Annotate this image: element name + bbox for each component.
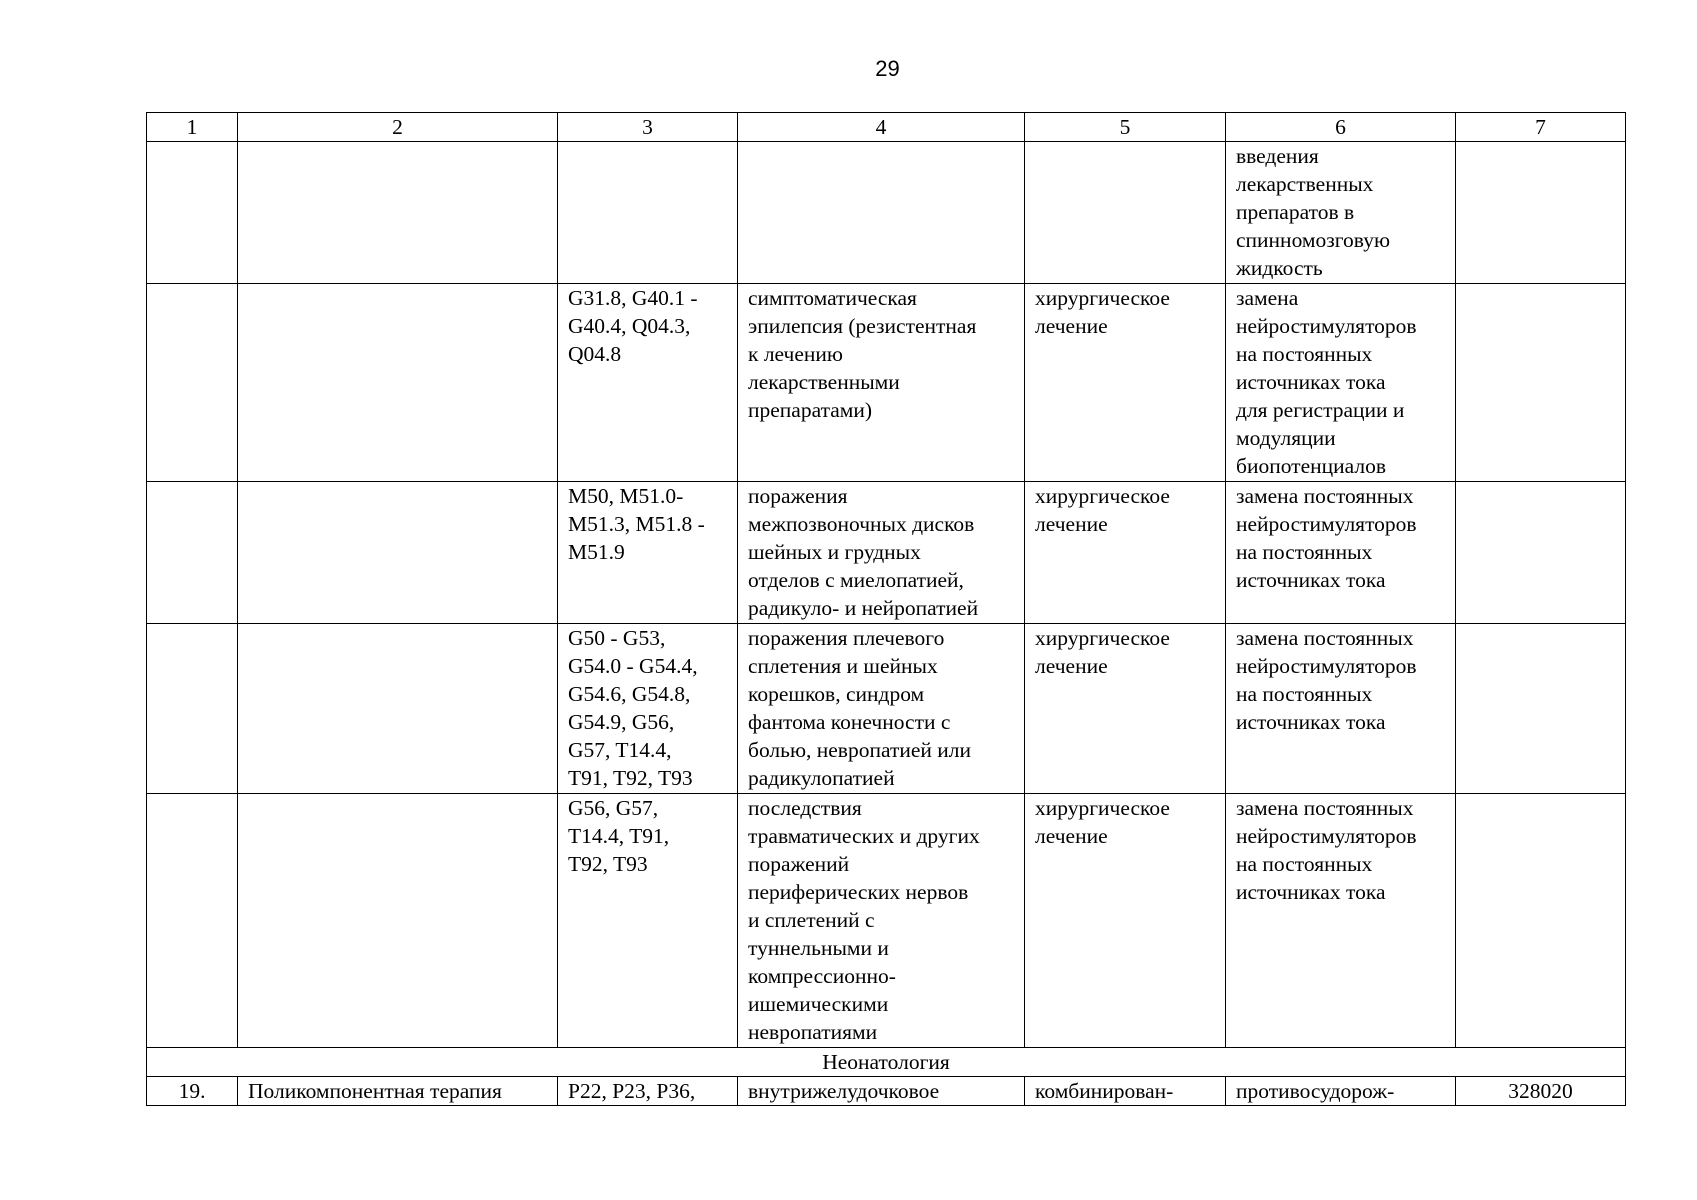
cell-number bbox=[147, 142, 238, 284]
cell-cost: 328020 bbox=[1456, 1077, 1626, 1106]
cell-number bbox=[147, 794, 238, 1048]
cell-treatment-type: хирургическое лечение bbox=[1025, 794, 1226, 1048]
cell-icd-codes: G56, G57, T14.4, T91, T92, T93 bbox=[558, 794, 738, 1048]
column-number-3: 3 bbox=[558, 113, 738, 142]
cell-icd-codes bbox=[558, 142, 738, 284]
cell-treatment-type: хирургическое лечение bbox=[1025, 624, 1226, 794]
table-row bbox=[147, 624, 1626, 794]
column-number-6: 6 bbox=[1226, 113, 1456, 142]
cell-number bbox=[147, 482, 238, 624]
column-number-7: 7 bbox=[1456, 113, 1626, 142]
cell-treatment-method: замена постоянных нейростимуляторов на постоянных источниках тока bbox=[1226, 624, 1456, 794]
cell-disease-model: поражения межпозвоночных дисков шейных и грудных отделов с миелопатией, радикуло- и нейропатией bbox=[738, 482, 1025, 624]
cell-care-type bbox=[238, 624, 558, 794]
column-number-1: 1 bbox=[147, 113, 238, 142]
cell-care-type bbox=[238, 284, 558, 482]
table-row bbox=[147, 482, 1626, 624]
cell-care-type bbox=[238, 142, 558, 284]
cell-disease-model: симптоматическая эпилепсия (резистентная к лечению лекарственными препаратами) bbox=[738, 284, 1025, 482]
cell-icd-codes: G31.8, G40.1 - G40.4, Q04.3, Q04.8 bbox=[558, 284, 738, 482]
cell-cost bbox=[1456, 794, 1626, 1048]
cell-disease-model: внутрижелудочковое bbox=[738, 1077, 1025, 1106]
cell-cost bbox=[1456, 624, 1626, 794]
cell-number bbox=[147, 284, 238, 482]
section-header-row bbox=[147, 1048, 1626, 1077]
cell-care-type: Поликомпонентная терапия bbox=[238, 1077, 558, 1106]
cell-cost bbox=[1456, 142, 1626, 284]
cell-number bbox=[147, 624, 238, 794]
cell-icd-codes: M50, M51.0- M51.3, M51.8 - M51.9 bbox=[558, 482, 738, 624]
cell-cost bbox=[1456, 482, 1626, 624]
cell-number: 19. bbox=[147, 1077, 238, 1106]
table-row bbox=[147, 1077, 1626, 1106]
page-number: 29 bbox=[875, 56, 900, 81]
section-title: Неонатология bbox=[147, 1048, 1626, 1077]
cell-treatment-type: хирургическое лечение bbox=[1025, 482, 1226, 624]
cell-treatment-method: замена нейростимуляторов на постоянных источниках тока для регистрации и модуляции биопотенциалов bbox=[1226, 284, 1456, 482]
cell-disease-model: поражения плечевого сплетения и шейных корешков, синдром фантома конечности с болью, невропатией или радикулопатией bbox=[738, 624, 1025, 794]
medical-care-table bbox=[146, 112, 1626, 1106]
cell-care-type bbox=[238, 794, 558, 1048]
cell-treatment-method: замена постоянных нейростимуляторов на постоянных источниках тока bbox=[1226, 482, 1456, 624]
table-row bbox=[147, 794, 1626, 1048]
cell-treatment-type bbox=[1025, 142, 1226, 284]
cell-care-type bbox=[238, 482, 558, 624]
table-row bbox=[147, 284, 1626, 482]
cell-treatment-method: противосудорож- bbox=[1226, 1077, 1456, 1106]
cell-treatment-method: замена постоянных нейростимуляторов на постоянных источниках тока bbox=[1226, 794, 1456, 1048]
cell-disease-model bbox=[738, 142, 1025, 284]
column-number-4: 4 bbox=[738, 113, 1025, 142]
cell-treatment-method: введения лекарственных препаратов в спинномозговую жидкость bbox=[1226, 142, 1456, 284]
table-header-row bbox=[147, 113, 1626, 142]
column-number-2: 2 bbox=[238, 113, 558, 142]
table-row bbox=[147, 142, 1626, 284]
cell-treatment-type: хирургическое лечение bbox=[1025, 284, 1226, 482]
cell-cost bbox=[1456, 284, 1626, 482]
cell-treatment-type: комбинирован- bbox=[1025, 1077, 1226, 1106]
column-number-5: 5 bbox=[1025, 113, 1226, 142]
cell-icd-codes: P22, P23, P36, bbox=[558, 1077, 738, 1106]
cell-disease-model: последствия травматических и других поражений периферических нервов и сплетений с туннельными и компрессионно- ишемическими невропатиями bbox=[738, 794, 1025, 1048]
cell-icd-codes: G50 - G53, G54.0 - G54.4, G54.6, G54.8, G54.9, G56, G57, T14.4, T91, T92, T93 bbox=[558, 624, 738, 794]
